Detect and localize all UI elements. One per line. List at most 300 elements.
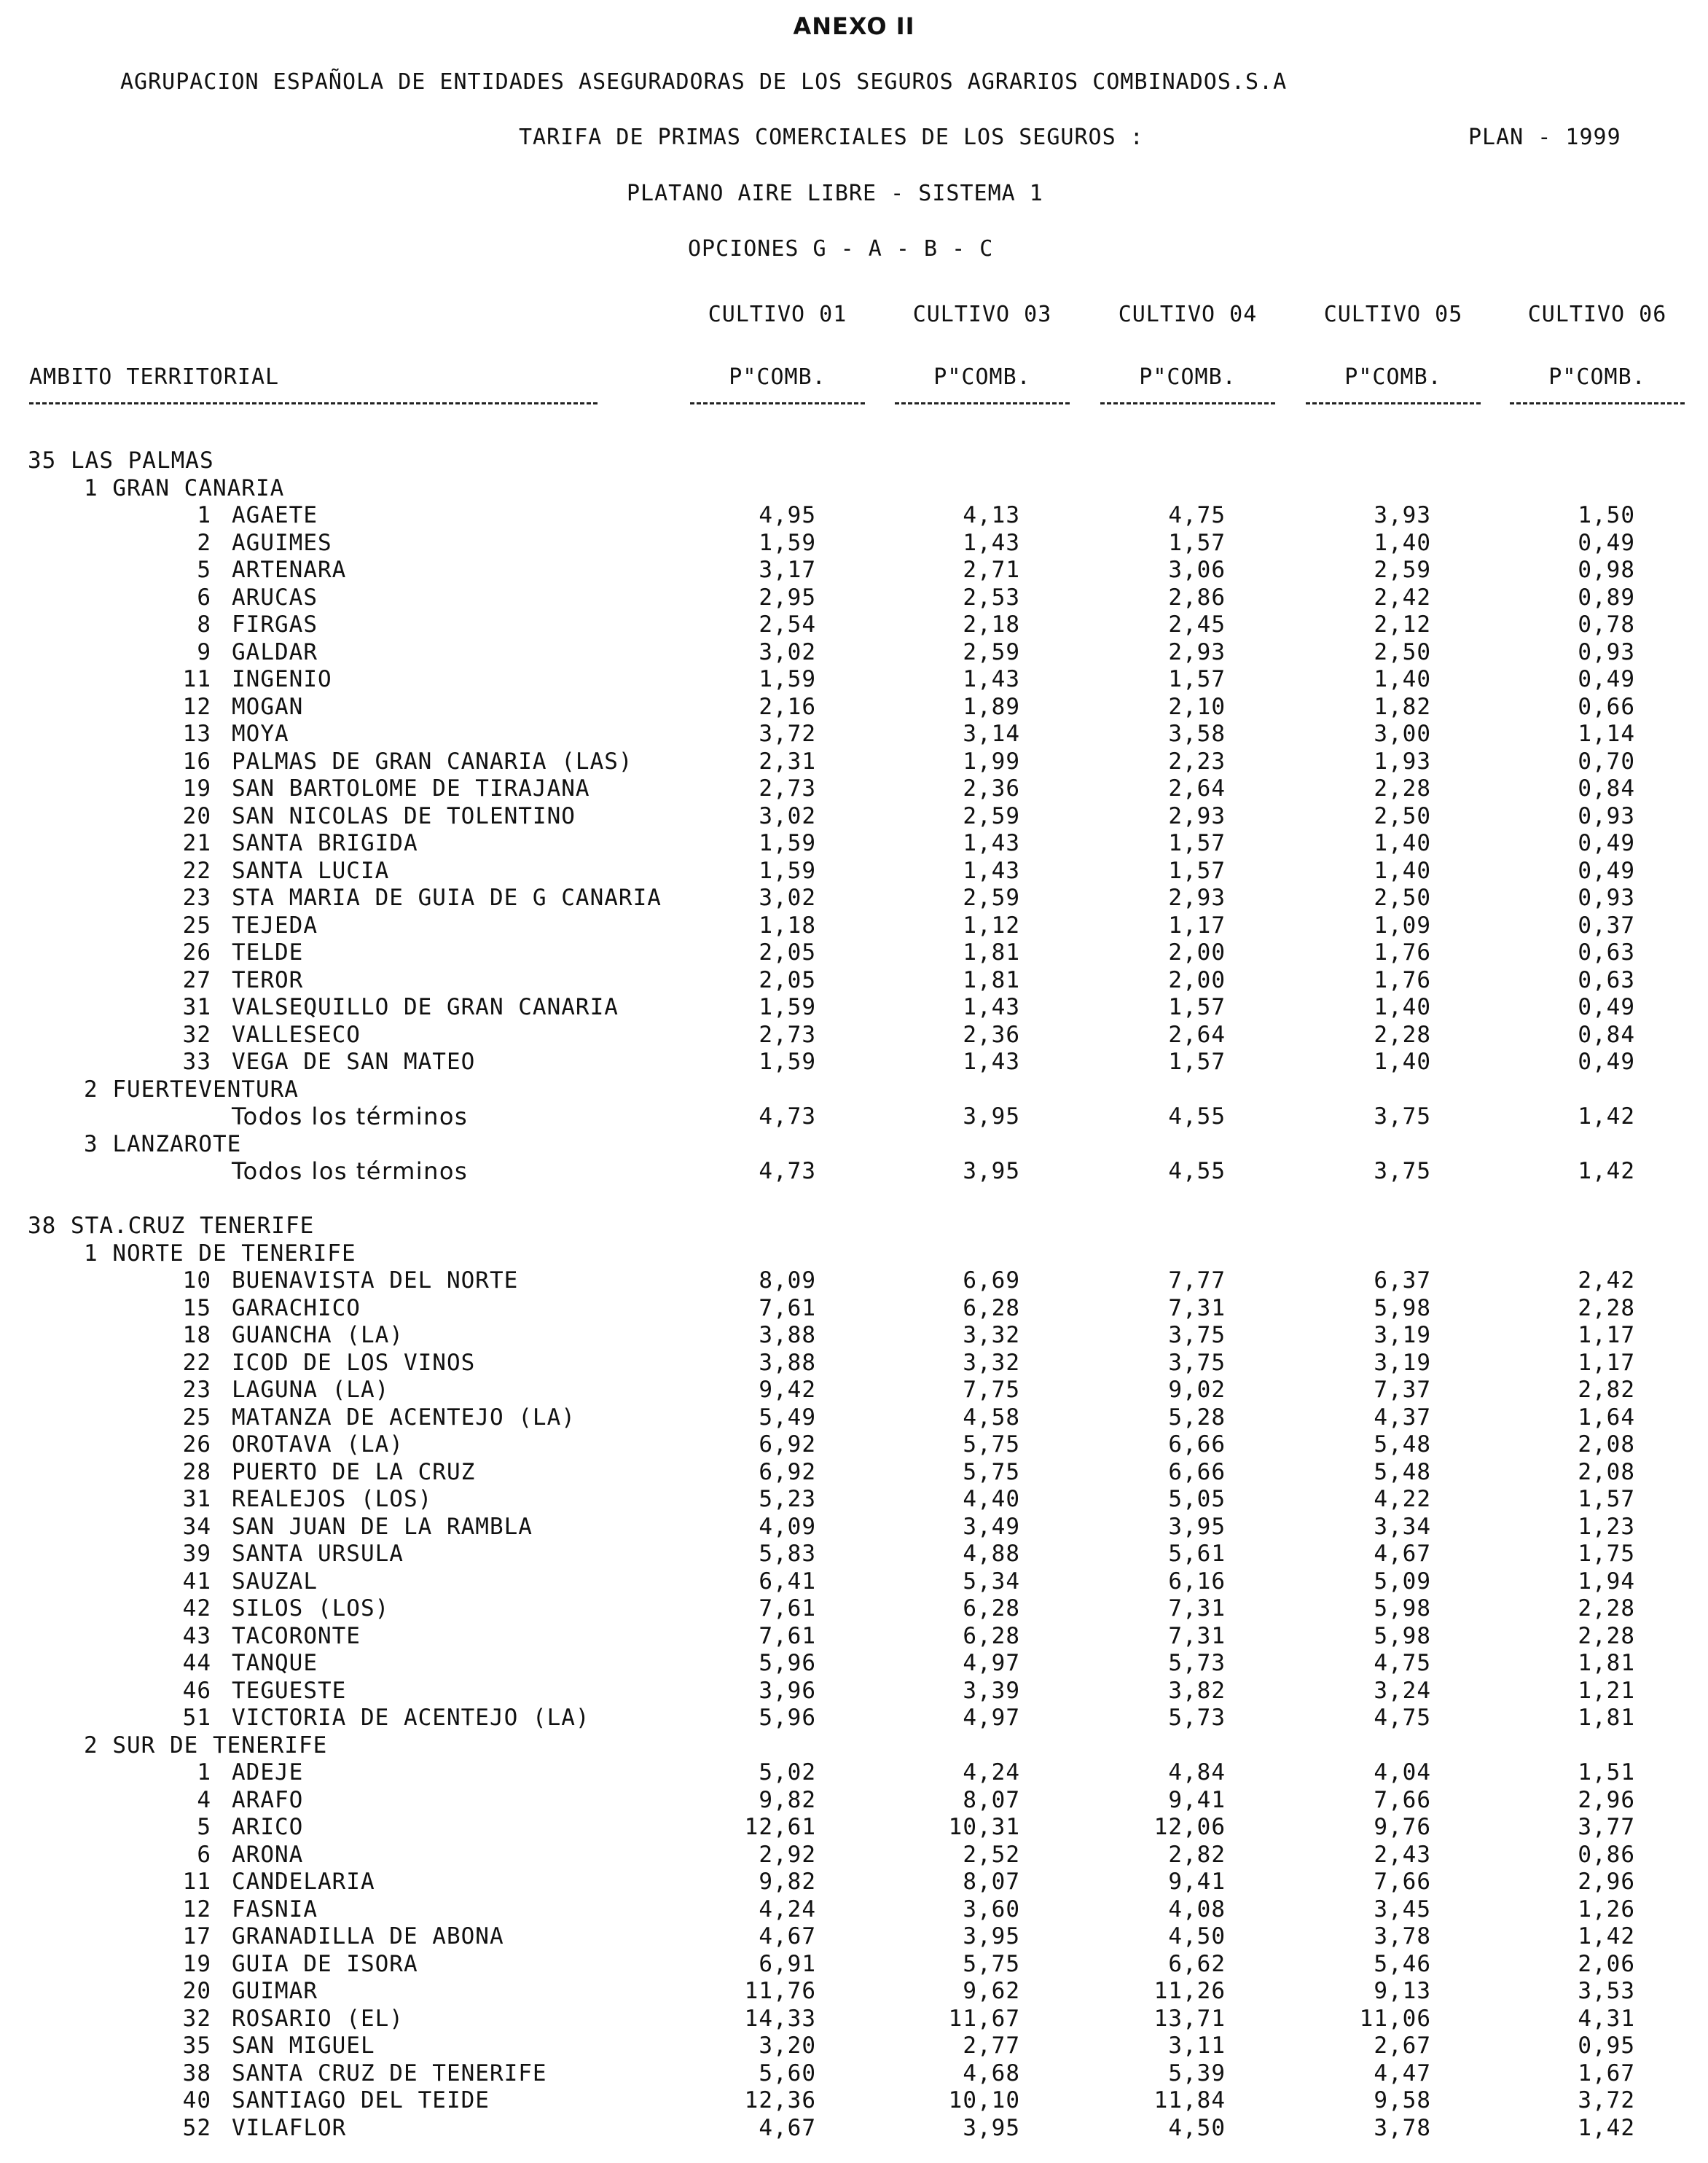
premium-value-col-4: 6,37: [1374, 1267, 1431, 1294]
column-header-cultivo-06: CULTIVO 06: [1527, 302, 1667, 327]
table-row: [0, 1486, 1708, 1514]
table-row: [0, 2087, 1708, 2115]
premium-value-col-4: 5,98: [1374, 1595, 1431, 1622]
municipality-code: 25: [182, 1404, 211, 1431]
municipality-name: OROTAVA (LA): [232, 1431, 404, 1458]
premium-value-col-5: 1,94: [1578, 1568, 1635, 1595]
premium-value-col-2: 8,07: [963, 1869, 1020, 1895]
premium-value-col-5: 0,93: [1578, 638, 1635, 665]
premium-value-col-1: 2,73: [759, 775, 816, 802]
premium-value-col-4: 3,45: [1374, 1896, 1431, 1923]
premium-value-col-1: 6,41: [759, 1568, 816, 1595]
premium-value-col-4: 3,00: [1374, 721, 1431, 747]
premium-value-col-2: 5,75: [963, 1458, 1020, 1485]
municipality-code: 52: [182, 2114, 211, 2141]
premium-value-col-3: 7,31: [1168, 1622, 1226, 1649]
header-rule: [1510, 402, 1685, 404]
premium-value-col-1: 2,05: [759, 966, 816, 993]
organization-name: AGRUPACION ESPAÑOLA DE ENTIDADES ASEGURADORAS DE LOS SEGUROS AGRARIOS COMBINADOS.S.A: [120, 69, 1288, 95]
table-row: [0, 1350, 1708, 1377]
premium-value-col-5: 1,67: [1578, 2060, 1635, 2086]
tariff-heading: TARIFA DE PRIMAS COMERCIALES DE LOS SEGUROS :: [519, 125, 1144, 150]
premium-value-col-4: 2,42: [1374, 584, 1431, 611]
premium-value-col-2: 3,39: [963, 1677, 1020, 1704]
premium-value-col-1: 2,05: [759, 939, 816, 966]
municipality-code: 6: [197, 1841, 211, 1868]
spacer-row: [0, 1186, 1708, 1213]
premium-value-col-3: 3,58: [1168, 721, 1226, 747]
premium-value-col-3: 2,93: [1168, 885, 1226, 911]
premium-value-col-4: 2,59: [1374, 557, 1431, 583]
municipality-name: AGAETE: [232, 502, 318, 528]
premium-value-col-3: 6,66: [1168, 1431, 1226, 1458]
municipality-code: 11: [182, 666, 211, 692]
island-row: [0, 1131, 1708, 1159]
municipality-name: MOGAN: [232, 693, 304, 720]
municipality-code: 31: [182, 1486, 211, 1512]
premium-value-col-4: 2,28: [1374, 1021, 1431, 1048]
municipality-code: 26: [182, 1431, 211, 1458]
municipality-name: VEGA DE SAN MATEO: [232, 1049, 476, 1075]
premium-value-col-2: 3,32: [963, 1322, 1020, 1348]
municipality-code: 16: [182, 748, 211, 775]
premium-value-col-5: 1,17: [1578, 1349, 1635, 1376]
plan-label: PLAN - 1999: [1468, 125, 1621, 150]
island-label: 2 SUR DE TENERIFE: [84, 1732, 328, 1759]
column-subheader: P"COMB.: [1344, 364, 1442, 390]
municipality-code: 19: [182, 775, 211, 802]
premium-value-col-4: 2,12: [1374, 611, 1431, 638]
header-rule: [895, 402, 1070, 404]
province-label: 35 LAS PALMAS: [28, 447, 214, 474]
premium-value-col-2: 2,77: [963, 2033, 1020, 2059]
municipality-name: GUIA DE ISORA: [232, 1950, 418, 1977]
premium-value-col-2: 3,95: [963, 1923, 1020, 1949]
premium-value-col-2: 7,75: [963, 1377, 1020, 1403]
municipality-code: 23: [182, 885, 211, 911]
premium-value-col-4: 1,09: [1374, 912, 1431, 939]
premium-value-col-2: 10,31: [948, 1814, 1020, 1840]
premium-value-col-4: 7,66: [1374, 1786, 1431, 1813]
premium-value-col-5: 0,66: [1578, 693, 1635, 720]
premium-value-col-3: 2,93: [1168, 802, 1226, 829]
premium-value-col-4: 2,50: [1374, 802, 1431, 829]
municipality-name: GRANADILLA DE ABONA: [232, 1923, 504, 1949]
premium-value-col-4: 1,40: [1374, 529, 1431, 556]
premium-value-col-3: 1,57: [1168, 857, 1226, 884]
premium-value-col-5: 0,89: [1578, 584, 1635, 611]
premium-value-col-1: 1,59: [759, 857, 816, 884]
premium-value-col-3: 7,31: [1168, 1595, 1226, 1622]
premium-value-col-5: 2,06: [1578, 1950, 1635, 1977]
table-row: [0, 1404, 1708, 1432]
table-row: [0, 1951, 1708, 1979]
table-row: [0, 1514, 1708, 1541]
premium-value-col-1: 9,82: [759, 1786, 816, 1813]
premium-value-col-5: 1,57: [1578, 1486, 1635, 1512]
premium-value-col-5: 2,28: [1578, 1595, 1635, 1622]
premium-value-col-4: 2,28: [1374, 775, 1431, 802]
premium-value-col-4: 4,67: [1374, 1541, 1431, 1567]
municipality-name: PUERTO DE LA CRUZ: [232, 1458, 476, 1485]
premium-value-col-1: 3,20: [759, 2033, 816, 2059]
premium-value-col-3: 2,10: [1168, 693, 1226, 720]
table-row: [0, 1377, 1708, 1404]
all-terms-label: Todos los términos: [232, 1103, 469, 1130]
table-row: [0, 1049, 1708, 1076]
premium-value-col-1: 6,91: [759, 1950, 816, 1977]
premium-value-col-1: 3,17: [759, 557, 816, 583]
premium-value-col-1: 5,83: [759, 1541, 816, 1567]
premium-value-col-5: 1,42: [1578, 1103, 1635, 1130]
column-subheader: P"COMB.: [729, 364, 826, 390]
municipality-code: 8: [197, 611, 211, 638]
premium-value-col-3: 3,95: [1168, 1513, 1226, 1540]
premium-value-col-4: 3,78: [1374, 1923, 1431, 1949]
premium-value-col-5: 2,96: [1578, 1786, 1635, 1813]
municipality-name: BUENAVISTA DEL NORTE: [232, 1267, 519, 1294]
premium-value-col-3: 9,02: [1168, 1377, 1226, 1403]
premium-value-col-2: 4,40: [963, 1486, 1020, 1512]
premium-value-col-2: 4,97: [963, 1650, 1020, 1676]
table-row: [0, 611, 1708, 639]
premium-value-col-4: 4,75: [1374, 1705, 1431, 1731]
table-row: [0, 967, 1708, 995]
table-row: [0, 1568, 1708, 1596]
municipality-name: VILAFLOR: [232, 2114, 347, 2141]
premium-value-col-4: 5,98: [1374, 1622, 1431, 1649]
premium-value-col-2: 10,10: [948, 2087, 1020, 2113]
table-row: [0, 721, 1708, 748]
municipality-code: 21: [182, 830, 211, 856]
premium-value-col-5: 0,63: [1578, 939, 1635, 966]
premium-value-col-1: 5,96: [759, 1705, 816, 1731]
premium-value-col-4: 1,40: [1374, 1049, 1431, 1075]
premium-value-col-1: 3,96: [759, 1677, 816, 1704]
municipality-code: 26: [182, 939, 211, 966]
table-row: [0, 2033, 1708, 2060]
premium-value-col-1: 1,59: [759, 529, 816, 556]
municipality-code: 32: [182, 1021, 211, 1048]
column-subheader: P"COMB.: [1548, 364, 1646, 390]
municipality-code: 32: [182, 2005, 211, 2032]
premium-table-body: [0, 447, 1708, 2142]
premium-value-col-2: 1,43: [963, 529, 1020, 556]
municipality-code: 1: [197, 502, 211, 528]
municipality-code: 51: [182, 1705, 211, 1731]
table-row: [0, 1595, 1708, 1623]
municipality-code: 44: [182, 1650, 211, 1676]
premium-value-col-5: 1,42: [1578, 1158, 1635, 1184]
premium-value-col-4: 3,78: [1374, 2114, 1431, 2141]
municipality-name: SAN JUAN DE LA RAMBLA: [232, 1513, 533, 1540]
municipality-code: 5: [197, 1814, 211, 1840]
premium-value-col-5: 1,81: [1578, 1705, 1635, 1731]
premium-value-col-3: 4,50: [1168, 1923, 1226, 1949]
municipality-code: 13: [182, 721, 211, 747]
premium-value-col-5: 1,64: [1578, 1404, 1635, 1431]
premium-value-col-1: 3,02: [759, 885, 816, 911]
table-row: [0, 1431, 1708, 1459]
premium-value-col-3: 3,75: [1168, 1349, 1226, 1376]
island-label: 2 FUERTEVENTURA: [84, 1076, 299, 1103]
premium-value-col-2: 5,75: [963, 1950, 1020, 1977]
premium-value-col-4: 9,76: [1374, 1814, 1431, 1840]
premium-value-col-3: 4,55: [1168, 1103, 1226, 1130]
premium-value-col-3: 7,31: [1168, 1294, 1226, 1321]
municipality-code: 5: [197, 557, 211, 583]
header-rule: [29, 402, 598, 404]
premium-value-col-5: 0,84: [1578, 775, 1635, 802]
premium-value-col-5: 0,86: [1578, 1841, 1635, 1868]
municipality-name: SAN MIGUEL: [232, 2033, 375, 2059]
premium-value-col-1: 1,59: [759, 994, 816, 1020]
premium-value-col-2: 4,58: [963, 1404, 1020, 1431]
municipality-code: 20: [182, 802, 211, 829]
column-header-cultivo-04: CULTIVO 04: [1118, 302, 1258, 327]
municipality-code: 38: [182, 2060, 211, 2086]
premium-value-col-1: 2,54: [759, 611, 816, 638]
premium-value-col-1: 4,73: [759, 1103, 816, 1130]
municipality-code: 2: [197, 529, 211, 556]
municipality-code: 31: [182, 994, 211, 1020]
municipality-code: 25: [182, 912, 211, 939]
premium-value-col-2: 11,67: [948, 2005, 1020, 2032]
municipality-code: 41: [182, 1568, 211, 1595]
premium-value-col-2: 3,32: [963, 1349, 1020, 1376]
table-row: [0, 1923, 1708, 1951]
premium-value-col-2: 2,52: [963, 1841, 1020, 1868]
premium-value-col-2: 4,97: [963, 1705, 1020, 1731]
premium-value-col-1: 4,67: [759, 2114, 816, 2141]
table-row: [0, 2006, 1708, 2033]
island-row: [0, 1732, 1708, 1760]
premium-value-col-3: 2,00: [1168, 939, 1226, 966]
municipality-name: FASNIA: [232, 1896, 318, 1923]
table-row: [0, 803, 1708, 831]
premium-value-col-1: 1,59: [759, 666, 816, 692]
premium-value-col-2: 3,49: [963, 1513, 1020, 1540]
municipality-name: ARONA: [232, 1841, 304, 1868]
table-row: [0, 1678, 1708, 1705]
table-row: [0, 1158, 1708, 1186]
premium-value-col-5: 1,51: [1578, 1759, 1635, 1785]
premium-value-col-2: 3,95: [963, 2114, 1020, 2141]
premium-value-col-5: 2,42: [1578, 1267, 1635, 1294]
product-heading: PLATANO AIRE LIBRE - SISTEMA 1: [627, 181, 1043, 206]
table-row: [0, 502, 1708, 530]
premium-value-col-3: 5,61: [1168, 1541, 1226, 1567]
premium-value-col-5: 3,72: [1578, 2087, 1635, 2113]
premium-value-col-2: 1,43: [963, 666, 1020, 692]
premium-value-col-4: 3,34: [1374, 1513, 1431, 1540]
municipality-name: SANTA URSULA: [232, 1541, 404, 1567]
table-row: [0, 1022, 1708, 1049]
premium-value-col-2: 9,62: [963, 1978, 1020, 2004]
premium-value-col-1: 7,61: [759, 1595, 816, 1622]
municipality-code: 46: [182, 1677, 211, 1704]
premium-value-col-3: 2,45: [1168, 611, 1226, 638]
premium-value-col-1: 4,95: [759, 502, 816, 528]
municipality-name: INGENIO: [232, 666, 332, 692]
municipality-name: SAN NICOLAS DE TOLENTINO: [232, 802, 576, 829]
premium-value-col-4: 7,66: [1374, 1869, 1431, 1895]
premium-value-col-3: 3,06: [1168, 557, 1226, 583]
premium-value-col-1: 5,02: [759, 1759, 816, 1785]
island-label: 3 LANZAROTE: [84, 1130, 242, 1157]
premium-value-col-2: 3,14: [963, 721, 1020, 747]
premium-value-col-2: 2,59: [963, 802, 1020, 829]
municipality-name: GARACHICO: [232, 1294, 361, 1321]
header-rule: [1306, 402, 1481, 404]
premium-value-col-3: 4,55: [1168, 1158, 1226, 1184]
premium-value-col-2: 1,43: [963, 830, 1020, 856]
premium-value-col-1: 9,82: [759, 1869, 816, 1895]
premium-value-col-4: 3,75: [1374, 1158, 1431, 1184]
premium-value-col-5: 0,95: [1578, 2033, 1635, 2059]
premium-value-col-5: 1,50: [1578, 502, 1635, 528]
premium-value-col-3: 1,57: [1168, 529, 1226, 556]
premium-value-col-2: 4,88: [963, 1541, 1020, 1567]
table-row: [0, 748, 1708, 776]
table-row: [0, 775, 1708, 803]
premium-value-col-3: 12,06: [1153, 1814, 1226, 1840]
premium-value-col-1: 2,95: [759, 584, 816, 611]
premium-value-col-4: 9,58: [1374, 2087, 1431, 2113]
municipality-name: STA MARIA DE GUIA DE G CANARIA: [232, 885, 662, 911]
premium-value-col-2: 6,28: [963, 1294, 1020, 1321]
municipality-name: MOYA: [232, 721, 289, 747]
municipality-name: ARAFO: [232, 1786, 304, 1813]
premium-value-col-5: 2,08: [1578, 1431, 1635, 1458]
premium-value-col-3: 5,73: [1168, 1650, 1226, 1676]
premium-value-col-3: 1,17: [1168, 912, 1226, 939]
municipality-code: 1: [197, 1759, 211, 1785]
all-terms-label: Todos los términos: [232, 1157, 469, 1185]
premium-value-col-4: 1,76: [1374, 939, 1431, 966]
premium-value-col-3: 11,84: [1153, 2087, 1226, 2113]
premium-value-col-1: 6,92: [759, 1431, 816, 1458]
premium-value-col-5: 1,17: [1578, 1322, 1635, 1348]
premium-value-col-4: 1,40: [1374, 994, 1431, 1020]
municipality-code: 6: [197, 584, 211, 611]
premium-value-col-1: 3,88: [759, 1349, 816, 1376]
municipality-name: GUIMAR: [232, 1978, 318, 2004]
premium-value-col-1: 2,92: [759, 1841, 816, 1868]
municipality-code: 23: [182, 1377, 211, 1403]
premium-value-col-4: 5,98: [1374, 1294, 1431, 1321]
municipality-code: 15: [182, 1294, 211, 1321]
premium-value-col-4: 4,04: [1374, 1759, 1431, 1785]
municipality-name: LAGUNA (LA): [232, 1377, 390, 1403]
premium-value-col-2: 2,36: [963, 1021, 1020, 1048]
premium-value-col-2: 2,53: [963, 584, 1020, 611]
premium-value-col-3: 4,75: [1168, 502, 1226, 528]
premium-value-col-5: 1,81: [1578, 1650, 1635, 1676]
premium-value-col-2: 4,68: [963, 2060, 1020, 2086]
premium-value-col-2: 3,95: [963, 1103, 1020, 1130]
premium-value-col-3: 1,57: [1168, 994, 1226, 1020]
premium-value-col-3: 4,84: [1168, 1759, 1226, 1785]
table-row: [0, 1103, 1708, 1131]
premium-value-col-1: 1,59: [759, 830, 816, 856]
municipality-code: 19: [182, 1950, 211, 1977]
premium-value-col-5: 0,49: [1578, 666, 1635, 692]
premium-value-col-1: 3,72: [759, 721, 816, 747]
table-row: [0, 666, 1708, 694]
premium-value-col-2: 2,18: [963, 611, 1020, 638]
table-row: [0, 530, 1708, 558]
premium-value-col-3: 1,57: [1168, 1049, 1226, 1075]
premium-value-col-3: 3,75: [1168, 1322, 1226, 1348]
premium-value-col-2: 1,43: [963, 1049, 1020, 1075]
premium-value-col-1: 5,49: [759, 1404, 816, 1431]
municipality-name: SANTIAGO DEL TEIDE: [232, 2087, 490, 2113]
premium-value-col-3: 1,57: [1168, 666, 1226, 692]
municipality-name: TEGUESTE: [232, 1677, 347, 1704]
premium-value-col-2: 5,34: [963, 1568, 1020, 1595]
municipality-name: SANTA LUCIA: [232, 857, 390, 884]
premium-value-col-1: 7,61: [759, 1294, 816, 1321]
premium-value-col-5: 4,31: [1578, 2005, 1635, 2032]
premium-value-col-3: 9,41: [1168, 1869, 1226, 1895]
premium-value-col-1: 1,59: [759, 1049, 816, 1075]
municipality-name: CANDELARIA: [232, 1869, 375, 1895]
premium-value-col-3: 5,73: [1168, 1705, 1226, 1731]
table-row: [0, 639, 1708, 667]
municipality-name: TEROR: [232, 966, 304, 993]
premium-value-col-5: 1,42: [1578, 2114, 1635, 2141]
premium-value-col-1: 8,09: [759, 1267, 816, 1294]
table-row: [0, 1787, 1708, 1815]
table-row: [0, 1896, 1708, 1924]
island-label: 1 GRAN CANARIA: [84, 474, 285, 501]
premium-value-col-1: 4,67: [759, 1923, 816, 1949]
table-row: [0, 1541, 1708, 1568]
ambito-territorial-label: AMBITO TERRITORIAL: [29, 364, 280, 390]
premium-value-col-5: 1,26: [1578, 1896, 1635, 1923]
municipality-code: 28: [182, 1458, 211, 1485]
table-row: [0, 858, 1708, 885]
municipality-code: 12: [182, 1896, 211, 1923]
premium-value-col-1: 4,73: [759, 1158, 816, 1184]
province-row: [0, 1213, 1708, 1240]
premium-value-col-4: 9,13: [1374, 1978, 1431, 2004]
premium-value-col-4: 1,82: [1374, 693, 1431, 720]
premium-value-col-2: 1,89: [963, 693, 1020, 720]
column-header-cultivo-03: CULTIVO 03: [912, 302, 1052, 327]
column-subheader: P"COMB.: [1139, 364, 1237, 390]
province-row: [0, 447, 1708, 475]
table-row: [0, 885, 1708, 912]
premium-value-col-1: 7,61: [759, 1622, 816, 1649]
municipality-code: 9: [197, 638, 211, 665]
premium-value-col-5: 1,14: [1578, 721, 1635, 747]
premium-value-col-4: 3,93: [1374, 502, 1431, 528]
premium-value-col-4: 4,37: [1374, 1404, 1431, 1431]
premium-value-col-5: 2,28: [1578, 1622, 1635, 1649]
municipality-code: 22: [182, 857, 211, 884]
municipality-name: ICOD DE LOS VINOS: [232, 1349, 476, 1376]
premium-value-col-5: 2,08: [1578, 1458, 1635, 1485]
premium-value-col-4: 1,40: [1374, 666, 1431, 692]
premium-value-col-5: 1,42: [1578, 1923, 1635, 1949]
table-row: [0, 557, 1708, 584]
municipality-code: 17: [182, 1923, 211, 1949]
premium-value-col-5: 0,49: [1578, 994, 1635, 1020]
municipality-name: SANTA CRUZ DE TENERIFE: [232, 2060, 547, 2086]
municipality-name: ROSARIO (EL): [232, 2005, 404, 2032]
